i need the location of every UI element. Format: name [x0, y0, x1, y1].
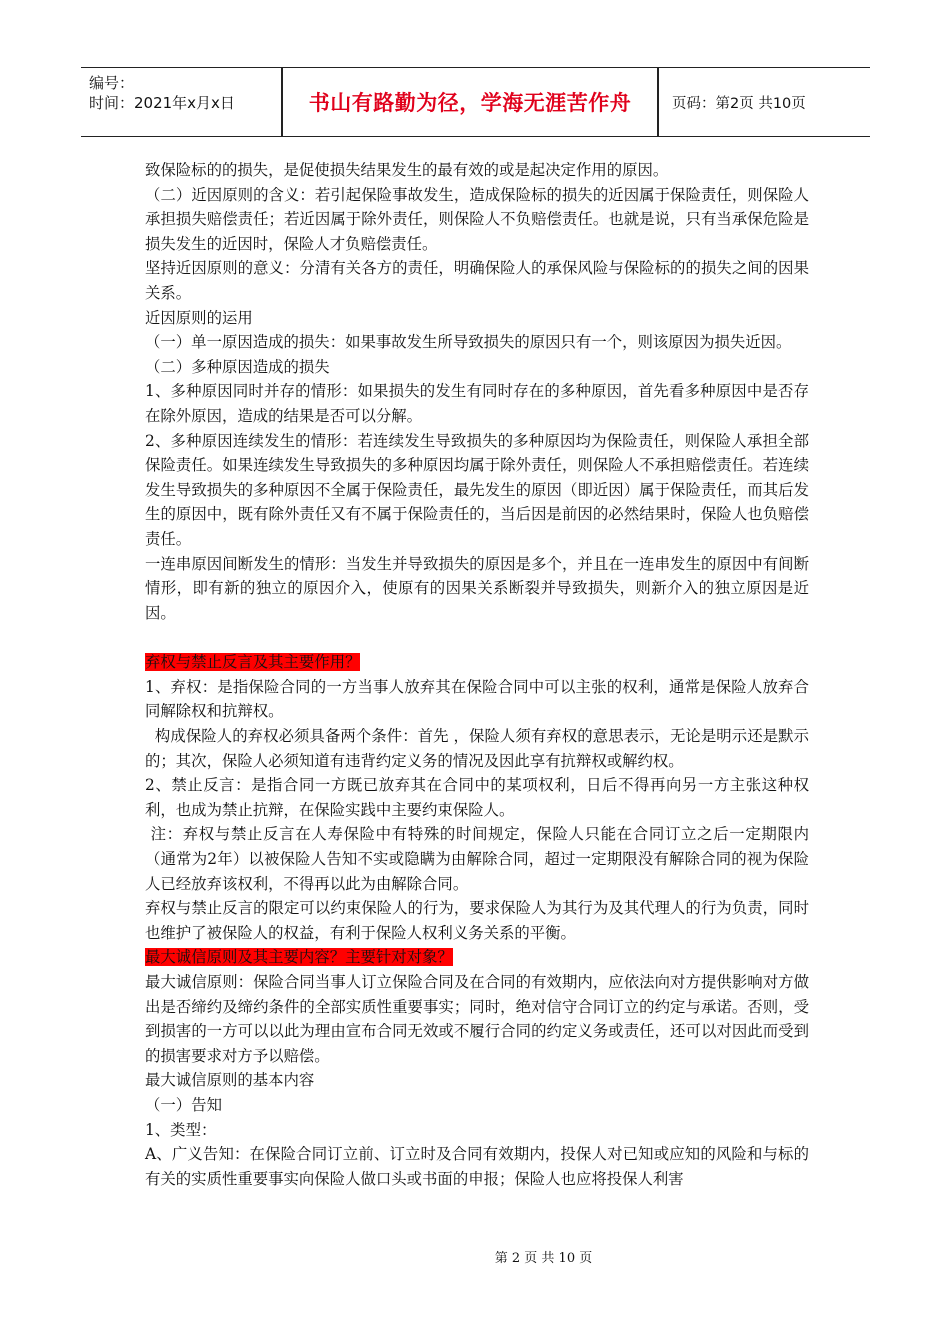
paragraph: 弃权与禁止反言的限定可以约束保险人的行为，要求保险人为其行为及其代理人的行为负责，同时也维护了被保险人的权益，有利于保险人权利义务关系的平衡。 — [145, 899, 809, 942]
paragraph: （一）告知 — [145, 1095, 222, 1114]
paragraph: （一）单一原因造成的损失：如果事故发生所导致损失的原因只有一个，则该原因为损失近因。 — [145, 333, 792, 352]
header-motto: 书山有路勤为径，学海无涯苦作舟 — [308, 91, 632, 115]
paragraph: 构成保险人的弃权必须具备两个条件：首先 ，保险人须有弃权的意思表示，无论是明示还是默示的；其次，保险人必须知道有违背约定义务的情况及因此享有抗辩权或解约权。 — [145, 727, 809, 770]
paragraph: 坚持近因原则的意义：分清有关各方的责任，明确保险人的承保风险与保险标的的损失之间的因果关系。 — [145, 259, 809, 302]
header-page-text: 页码：第2页 共10页 — [672, 95, 806, 112]
page-header — [81, 67, 870, 137]
header-divider — [657, 68, 659, 136]
paragraph: A、广义告知：在保险合同订立前、订立时及合同有效期内，投保人对已知或应知的风险和与标的有关的实质性重要事实向保险人做口头或书面的申报；保险人也应将投保人利害 — [145, 1145, 809, 1188]
header-meta — [81, 68, 281, 136]
paragraph: （二）近因原则的含义：若引起保险事故发生，造成保险标的损失的近因属于保险责任，则保险人承担损失赔偿责任；若近因属于除外责任，则保险人不负赔偿责任。也就是说，只有当承保危险是损失发生的近因时，保险人才负赔偿责任。 — [145, 185, 809, 253]
document-body — [145, 158, 809, 1191]
paragraph: 2、多种原因连续发生的情形：若连续发生导致损失的多种原因均为保险责任，则保险人承担全部保险责任。如果连续发生导致损失的多种原因均属于除外责任，则保险人不承担赔偿责任。若连续发生导致损失的多种原因不全属于保险责任，最先发生的原因（即近因）属于保险责任，而其后发生的原因中，既有除外责任又有不属于保险责任的，当后因是前因的必然结果时，保险人也负赔偿责任。 — [145, 431, 809, 548]
section-heading-waiver — [145, 650, 809, 675]
highlighted-heading: 弃权与禁止反言及其主要作用？ — [145, 653, 361, 672]
paragraph: 近因原则的运用 — [145, 308, 253, 327]
paragraph: 注：弃权与禁止反言在人寿保险中有特殊的时间规定，保险人只能在合同订立之后一定期限内（通常为2年）以被保险人告知不实或隐瞒为由解除合同，超过一定期限没有解除合同的视为保险人已经放弃该权利，不得再以此为由解除合同。 — [145, 825, 809, 893]
paragraph: 致保险标的的损失，是促使损失结果发生的最有效的或是起决定作用的原因。 — [145, 161, 669, 179]
page-footer — [0, 1247, 950, 1266]
paragraph: 1、类型： — [145, 1120, 217, 1139]
paragraph: 最大诚信原则：保险合同当事人订立保险合同及在合同的有效期内，应依法向对方提供影响对方做出是否缔约及缔约条件的全部实质性重要事实；同时，绝对信守合同订立的约定与承诺。否则，受到损害的一方可以以此为理由宣布合同无效或不履行合同的约定义务或责任，还可以对因此而受到的损害要求对方予以赔偿。 — [145, 973, 809, 1065]
highlighted-heading: 最大诚信原则及其主要内容？主要针对对象？ — [145, 948, 453, 967]
section-heading-good-faith — [145, 945, 809, 970]
document-time-label: 时间：2021年x月x日 — [89, 94, 235, 112]
footer-page-number: 第 2 页 共 10 页 — [494, 1251, 593, 1266]
blank-line — [145, 625, 809, 650]
paragraph: 1、多种原因同时并存的情形：如果损失的发生有同时存在的多种原因，首先看多种原因中是否存在除外原因，造成的结果是否可以分解。 — [145, 382, 809, 425]
paragraph: 1、弃权：是指保险合同的一方当事人放弃其在保险合同中可以主张的权利，通常是保险人放弃合同解除权和抗辩权。 — [145, 677, 809, 721]
document-number-label: 编号： — [89, 74, 135, 92]
paragraph: 2、禁止反言：是指合同一方既已放弃其在合同中的某项权利，日后不得再向另一方主张这种权利，也成为禁止抗辩，在保险实践中主要约束保险人。 — [145, 776, 809, 819]
paragraph: （二）多种原因造成的损失 — [145, 357, 330, 376]
paragraph: 一连串原因间断发生的情形：当发生并导致损失的原因是多个，并且在一连串发生的原因中有间断情形，即有新的独立的原因介入，使原有的因果关系断裂并导致损失，则新介入的独立原因是近因。 — [145, 554, 809, 622]
paragraph: 最大诚信原则的基本内容 — [145, 1071, 315, 1090]
header-page-label — [666, 68, 866, 136]
